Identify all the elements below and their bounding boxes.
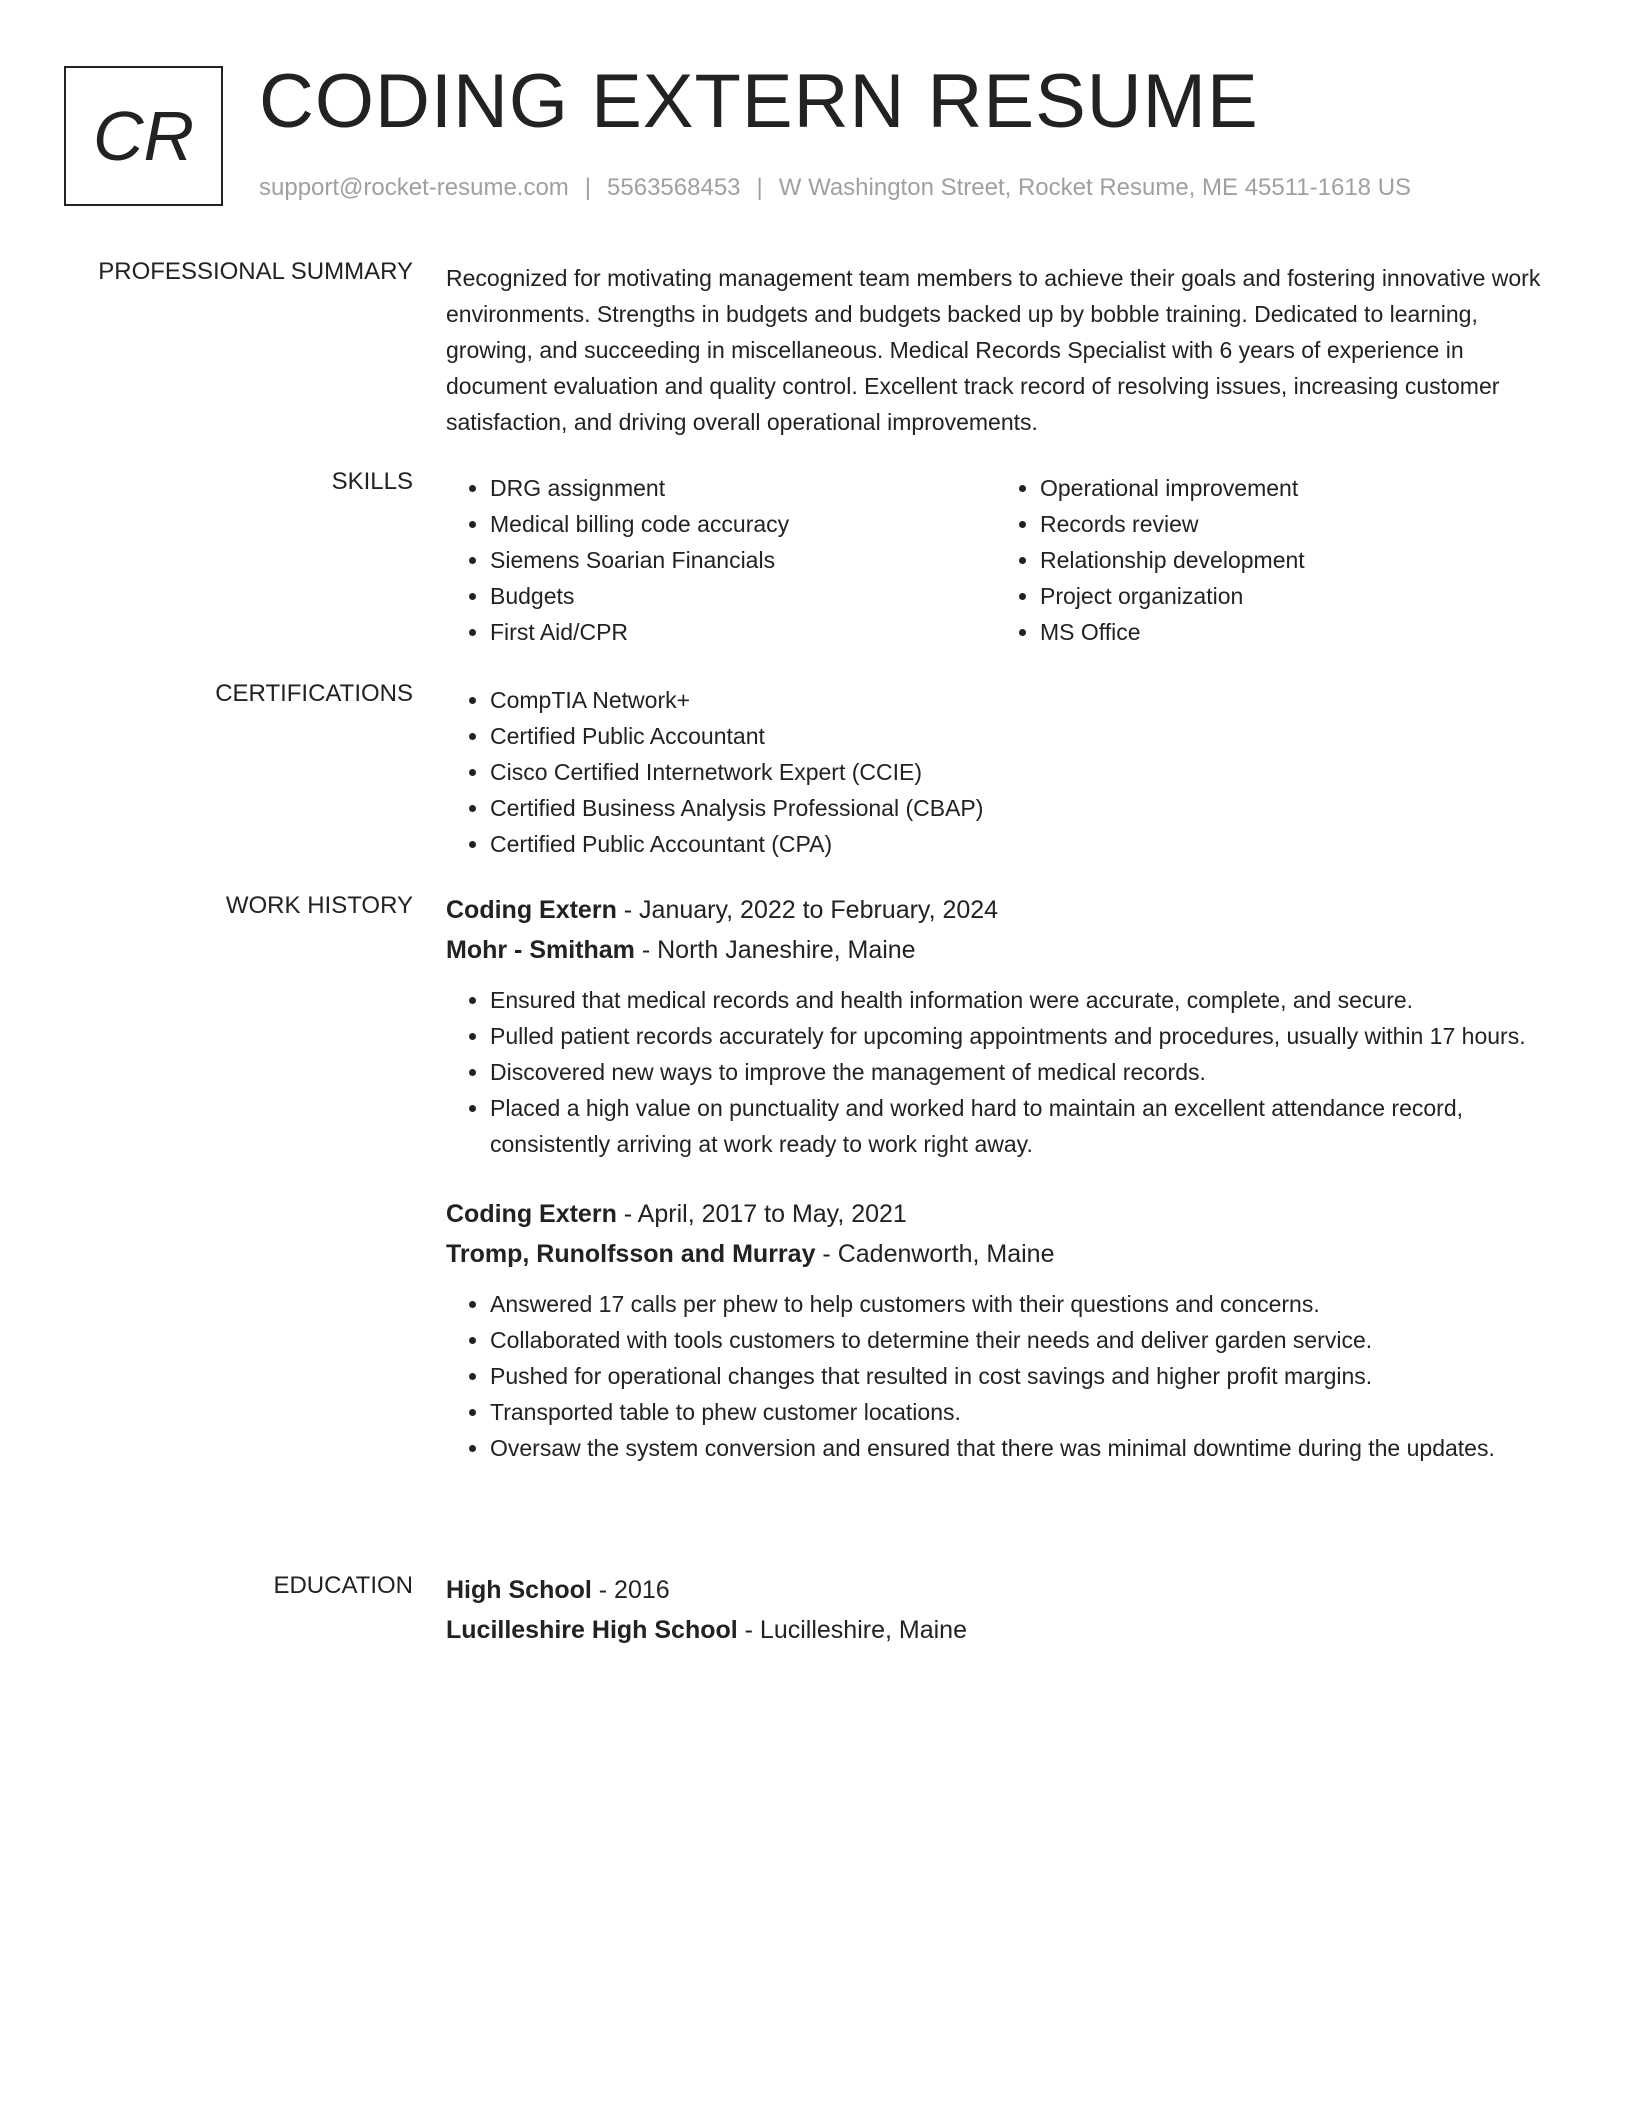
- job-duty: • Collaborated with tools customers to determine their needs and deliver garden service.: [490, 1322, 1546, 1358]
- job-location: - North Janeshire, Maine: [634, 936, 916, 964]
- skill-item: • Records review: [1040, 506, 1546, 542]
- skills-list-left: [446, 470, 996, 650]
- education-location: - Lucilleshire, Maine: [737, 1616, 967, 1644]
- job-dates: - April, 2017 to May, 2021: [616, 1200, 907, 1228]
- skill-item: • MS Office: [1040, 614, 1546, 650]
- summary-text: Recognized for motivating management team members to achieve their goals and fostering innovative work environments. Strengths in budgets and budgets backed up by bobble training. Dedicated to learning, growing, and succeeding in miscellaneous. Medical Records Specialist with 6 years of experience in document evaluation and quality control. Excellent track record of resolving issues, increasing customer satisfaction, and driving overall operational improvements.: [446, 265, 1541, 435]
- job-company: Mohr - Smitham: [446, 936, 635, 964]
- skill-item: • First Aid/CPR: [490, 614, 996, 650]
- skill-item: • DRG assignment: [490, 470, 996, 506]
- certification-item: • CompTIA Network+: [490, 682, 1546, 718]
- skill-item: • Budgets: [490, 578, 996, 614]
- work-history-heading: WORK HISTORY: [225, 892, 413, 919]
- education-degree-line: [446, 1570, 1546, 1610]
- resume-title: CODING EXTERN RESUME: [259, 59, 1259, 144]
- education-heading: EDUCATION: [273, 1572, 413, 1599]
- certifications-list: [446, 682, 1546, 862]
- job-company-line: [446, 1234, 1546, 1274]
- contact-address: W Washington Street, Rocket Resume, ME 45511-1618 US: [778, 174, 1412, 201]
- skill-item: • Siemens Soarian Financials: [490, 542, 996, 578]
- job-duty: • Pulled patient records accurately for upcoming appointments and procedures, usually within 17 hours.: [490, 1018, 1546, 1054]
- skill-item: • Relationship development: [1040, 542, 1546, 578]
- contact-separator: |: [756, 174, 763, 201]
- skill-item: • Medical billing code accuracy: [490, 506, 996, 542]
- certifications-body: [446, 682, 1546, 862]
- job-company: Tromp, Runolfsson and Murray: [446, 1240, 816, 1268]
- job-entry: [446, 890, 1546, 1162]
- education-body: [446, 1570, 1546, 1650]
- skill-item: • Project organization: [1040, 578, 1546, 614]
- job-duty: • Transported table to phew customer locations.: [490, 1394, 1546, 1430]
- job-location: - Cadenworth, Maine: [815, 1240, 1055, 1268]
- skills-columns: [446, 470, 1546, 650]
- job-duty: • Discovered new ways to improve the management of medical records.: [490, 1054, 1546, 1090]
- contact-email: support@rocket-resume.com: [259, 174, 569, 201]
- contact-line: [259, 174, 1411, 202]
- job-company-line: [446, 930, 1546, 970]
- education-school-line: [446, 1610, 1546, 1650]
- monogram-box: [64, 66, 223, 206]
- education-degree: High School: [446, 1576, 592, 1604]
- contact-separator: |: [584, 174, 592, 201]
- monogram-initials: CR: [92, 97, 195, 175]
- work-history-body: [446, 890, 1546, 1466]
- education-school: Lucilleshire High School: [446, 1616, 738, 1644]
- job-title-line: [446, 890, 1546, 930]
- education-year: - 2016: [591, 1576, 670, 1604]
- certification-item: • Cisco Certified Internetwork Expert (CCIE): [490, 754, 1546, 790]
- skills-heading: SKILLS: [331, 468, 413, 495]
- job-title: Coding Extern: [446, 1200, 617, 1228]
- job-entry: [446, 1194, 1546, 1466]
- certifications-heading: CERTIFICATIONS: [215, 680, 413, 707]
- job-title: Coding Extern: [446, 896, 617, 924]
- job-dates: - January, 2022 to February, 2024: [616, 896, 999, 924]
- contact-phone: 5563568453: [607, 174, 741, 201]
- job-duty: • Oversaw the system conversion and ensured that there was minimal downtime during the updates.: [490, 1430, 1546, 1466]
- summary-heading: PROFESSIONAL SUMMARY: [98, 258, 413, 285]
- job-duties-list: [446, 982, 1546, 1162]
- job-duty: • Pushed for operational changes that resulted in cost savings and higher profit margins.: [490, 1358, 1546, 1394]
- skills-list-right: [996, 470, 1546, 650]
- job-duty: • Ensured that medical records and health information were accurate, complete, and secure.: [490, 982, 1546, 1018]
- job-duty: • Answered 17 calls per phew to help customers with their questions and concerns.: [490, 1286, 1546, 1322]
- certification-item: • Certified Public Accountant: [490, 718, 1546, 754]
- certification-item: • Certified Business Analysis Professional (CBAP): [490, 790, 1546, 826]
- job-duties-list: [446, 1286, 1546, 1466]
- certification-item: • Certified Public Accountant (CPA): [490, 826, 1546, 862]
- job-duty: • Placed a high value on punctuality and worked hard to maintain an excellent attendance record, consistently arriving at work ready to work right away.: [490, 1090, 1546, 1162]
- skill-item: • Operational improvement: [1040, 470, 1546, 506]
- job-title-line: [446, 1194, 1546, 1234]
